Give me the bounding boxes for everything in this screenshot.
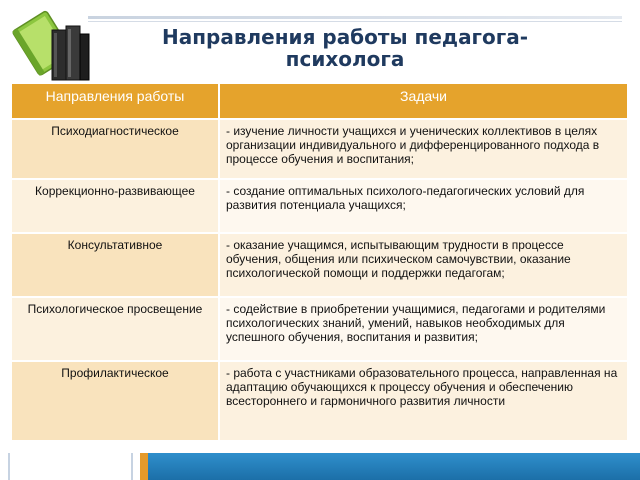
table-row <box>12 179 628 233</box>
footer-bar <box>148 453 640 480</box>
direction-cell: Консультативное <box>12 233 219 297</box>
task-cell: - создание оптимальных психолого-педагогических условий для развития потенциала учащихся; <box>219 179 628 233</box>
direction-cell: Психологическое просвещение <box>12 297 219 361</box>
column-header-tasks: Задачи <box>219 84 628 119</box>
task-cell: - изучение личности учащихся и ученических коллективов в целях организации индивидуального и дифференцированного подхода в процессе обучения и воспитания; <box>219 119 628 179</box>
books-icon <box>8 0 94 84</box>
footer-accent-bar <box>140 453 148 480</box>
table-header-row <box>12 84 628 119</box>
direction-cell: Профилактическое <box>12 361 219 441</box>
table-row <box>12 119 628 179</box>
top-divider <box>88 16 622 19</box>
directions-table <box>12 84 629 442</box>
task-cell: - содействие в приобретении учащимися, педагогами и родителями психологических знаний, умений, навыков необходимых для успешного обучения, воспитания и развития; <box>219 297 628 361</box>
direction-cell: Психодиагностическое <box>12 119 219 179</box>
page-title: Направления работы педагога-психолога <box>162 25 528 71</box>
footer-divider <box>8 453 135 480</box>
column-header-directions: Направления работы <box>12 84 219 119</box>
direction-cell: Коррекционно-развивающее <box>12 179 219 233</box>
footer-divider-right <box>131 453 133 480</box>
task-cell: - работа с участниками образовательного процесса, направленная на адаптацию обучающихся к процессу обучения и обеспечению всестороннего и гармоничного развития личности <box>219 361 628 441</box>
table-row <box>12 233 628 297</box>
table-row <box>12 361 628 441</box>
task-cell: - оказание учащимся, испытывающим трудности в процессе обучения, общения или психическом самочувствии, оказание психологической помощи и поддержки педагогам; <box>219 233 628 297</box>
top-divider-thin <box>88 21 622 22</box>
table-row <box>12 297 628 361</box>
